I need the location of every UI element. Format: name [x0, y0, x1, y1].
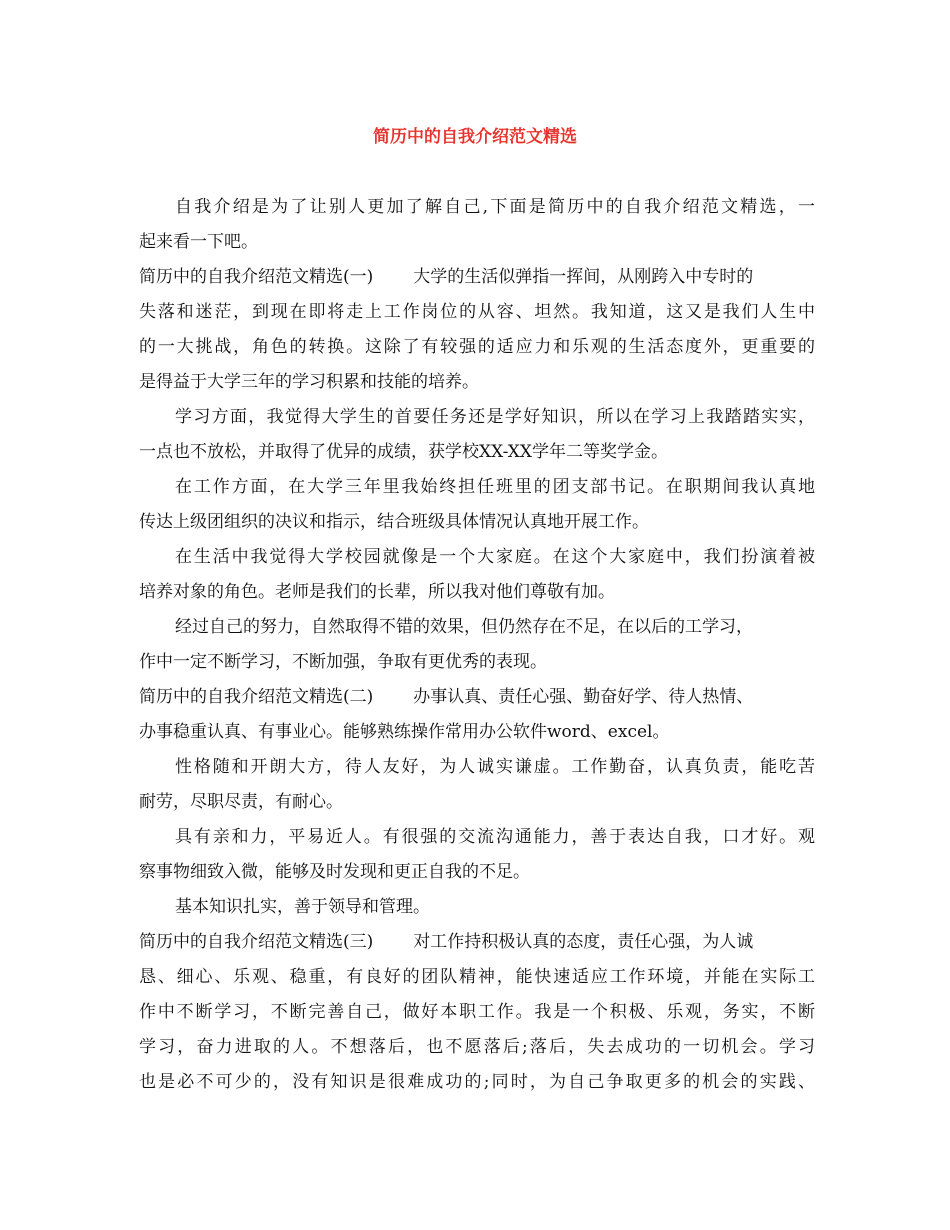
document-title: 简历中的自我介绍范文精选: [373, 127, 577, 147]
paragraph-line: 恳、细心、乐观、稳重，有良好的团队精神，能快速适应工作环境，并能在实际工: [139, 967, 815, 987]
paragraph-line: 作中不断学习，不断完善自己，做好本职工作。我是一个积极、乐观，务实，不断: [139, 1002, 815, 1022]
section-heading: 简历中的自我介绍范文精选(三): [139, 932, 374, 952]
paragraph-text: 对工作持积极认真的态度，责任心强，为人诚: [413, 932, 754, 952]
paragraph-line: 一点也不放松，并取得了优异的成绩，获学校XX-XX学年二等奖学金。: [139, 442, 668, 462]
paragraph-line: 培养对象的角色。老师是我们的长辈，所以我对他们尊敬有加。: [139, 582, 615, 602]
paragraph-line: 办事稳重认真、有事业心。能够熟练操作常用办公软件word、excel。: [139, 722, 670, 742]
paragraph-line: 具有亲和力，平易近人。有很强的交流沟通能力，善于表达自我，口才好。观: [175, 827, 815, 847]
paragraph-line: 起来看一下吧。: [139, 232, 258, 252]
paragraph-line: 的一大挑战，角色的转换。这除了有较强的适应力和乐观的生活态度外，更重要的: [139, 337, 815, 357]
paragraph-line: 也是必不可少的，没有知识是很难成功的;同时，为自己争取更多的机会的实践、: [139, 1072, 815, 1092]
paragraph-line: 学习方面，我觉得大学生的首要任务还是学好知识，所以在学习上我踏踏实实，: [175, 407, 815, 427]
paragraph-line: 学习，奋力进取的人。不想落后，也不愿落后;落后，失去成功的一切机会。学习: [139, 1037, 815, 1057]
paragraph-line: 传达上级团组织的决议和指示，结合班级具体情况认真地开展工作。: [139, 512, 649, 532]
paragraph-text: 办事认真、责任心强、勤奋好学、待人热情、: [413, 687, 754, 707]
paragraph-line: 经过自己的努力，自然取得不错的效果，但仍然存在不足，在以后的工学习，: [175, 617, 753, 637]
paragraph-line: 在工作方面，在大学三年里我始终担任班里的团支部书记。在职期间我认真地: [175, 477, 815, 497]
document-body: [139, 190, 815, 1100]
paragraph-line: 在生活中我觉得大学校园就像是一个大家庭。在这个大家庭中，我们扮演着被: [175, 547, 815, 567]
section-heading-line: [139, 680, 815, 715]
section-heading-line: [139, 925, 815, 960]
paragraph-line: 性格随和开朗大方，待人友好，为人诚实谦虚。工作勤奋，认真负责，能吃苦: [175, 757, 815, 777]
section-heading: 简历中的自我介绍范文精选(一): [139, 267, 374, 287]
paragraph-line: 作中一定不断学习，不断加强，争取有更优秀的表现。: [139, 652, 547, 672]
paragraph-line: 察事物细致入微，能够及时发现和更正自我的不足。: [139, 862, 530, 882]
paragraph-text: 大学的生活似弹指一挥间，从刚跨入中专时的: [413, 267, 754, 287]
paragraph-line: 自我介绍是为了让别人更加了解自己,下面是简历中的自我介绍范文精选，一: [175, 197, 815, 217]
paragraph-line: 基本知识扎实，善于领导和管理。: [175, 897, 430, 917]
section-heading: 简历中的自我介绍范文精选(二): [139, 687, 374, 707]
paragraph-line: 失落和迷茫，到现在即将走上工作岗位的从容、坦然。我知道，这又是我们人生中: [139, 302, 815, 322]
paragraph-line: 是得益于大学三年的学习积累和技能的培养。: [139, 372, 479, 392]
paragraph-line: 耐劳，尽职尽责，有耐心。: [139, 792, 343, 812]
section-heading-line: [139, 260, 815, 295]
